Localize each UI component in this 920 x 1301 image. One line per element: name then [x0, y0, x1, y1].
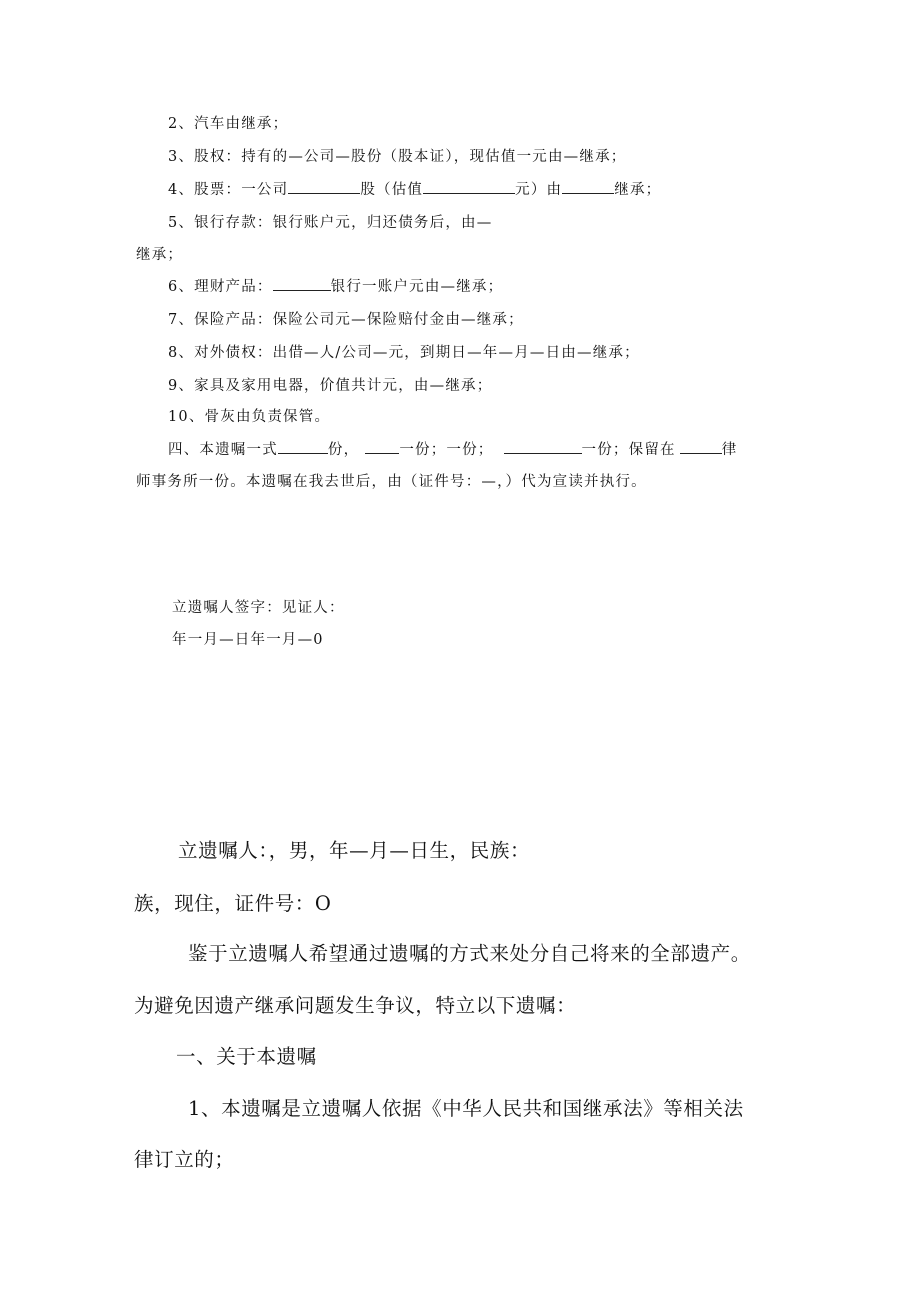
- item-6-text-a: 6、理财产品：: [168, 279, 273, 295]
- item-3-equity: 3、股权：持有的—公司—股份（股本证），现估值一元由—继承；: [168, 149, 627, 165]
- item-7-insurance: 7、保险产品：保险公司元—保险赔付金由—继承；: [168, 312, 524, 328]
- section-4-text-b: 份，: [327, 442, 360, 458]
- intent-paragraph: 鉴于立遗嘱人希望通过遗嘱的方式来处分自己将来的全部遗产。: [188, 942, 751, 965]
- testator-info: 立遗嘱人：，男，年—月—日生，民族：: [178, 839, 531, 862]
- clause-1: 1、本遗嘱是立遗嘱人依据《中华人民共和国继承法》等相关法: [188, 1097, 744, 1120]
- item-4-text-c: 元）由: [515, 182, 563, 198]
- section-4-continuation: 师事务所一份。本遗嘱在我去世后，由（证件号：—，）代为宣读并执行。: [136, 474, 647, 490]
- item-2-car: 2、汽车由继承；: [168, 116, 289, 132]
- blank-line: [365, 439, 399, 454]
- residence-info: 族，现住，证件号：O: [134, 892, 332, 915]
- blank-line: [423, 179, 515, 194]
- item-4-stocks: [168, 178, 661, 199]
- date-line: 年一月—日年一月—0: [172, 632, 324, 648]
- section-4-text-c: 一份；一份；: [399, 442, 494, 458]
- clause-1-continuation: 律订立的；: [134, 1148, 235, 1171]
- blank-line: [680, 439, 722, 454]
- item-8-claims: 8、对外债权：出借—人/公司—元，到期日—年—月—日由—继承；: [168, 345, 640, 361]
- section-4-text-d: 一份；保留在: [581, 442, 676, 458]
- item-6-financial-products: [168, 275, 503, 296]
- item-6-text-b: 银行一账户元由—继承；: [330, 279, 504, 295]
- intent-continuation: 为避免因遗产继承问题发生争议，特立以下遗嘱：: [134, 994, 577, 1017]
- heading-about-will: 一、关于本遗嘱: [176, 1045, 317, 1068]
- item-4-text-b: 股（估值: [360, 182, 424, 198]
- blank-line: [562, 179, 614, 194]
- item-5-continuation: 继承；: [136, 247, 184, 263]
- section-4-text-a: 四、本遗嘱一式: [168, 442, 278, 458]
- blank-line: [288, 179, 360, 194]
- blank-line: [278, 439, 328, 454]
- blank-line: [504, 439, 582, 454]
- item-9-furniture: 9、家具及家用电器，价值共计元，由—继承；: [168, 378, 493, 394]
- signature-line: 立遗嘱人签字：见证人：: [172, 600, 345, 616]
- section-4-text-e: 律: [721, 442, 738, 458]
- blank-line: [273, 276, 331, 291]
- item-10-ashes: 10、骨灰由负责保管。: [168, 409, 331, 425]
- item-4-text-a: 4、股票：一公司: [168, 182, 289, 198]
- item-5-deposit: 5、银行存款：银行账户元，归还债务后，由—: [168, 215, 493, 231]
- section-4-copies: [168, 438, 737, 459]
- item-4-text-d: 继承；: [614, 182, 662, 198]
